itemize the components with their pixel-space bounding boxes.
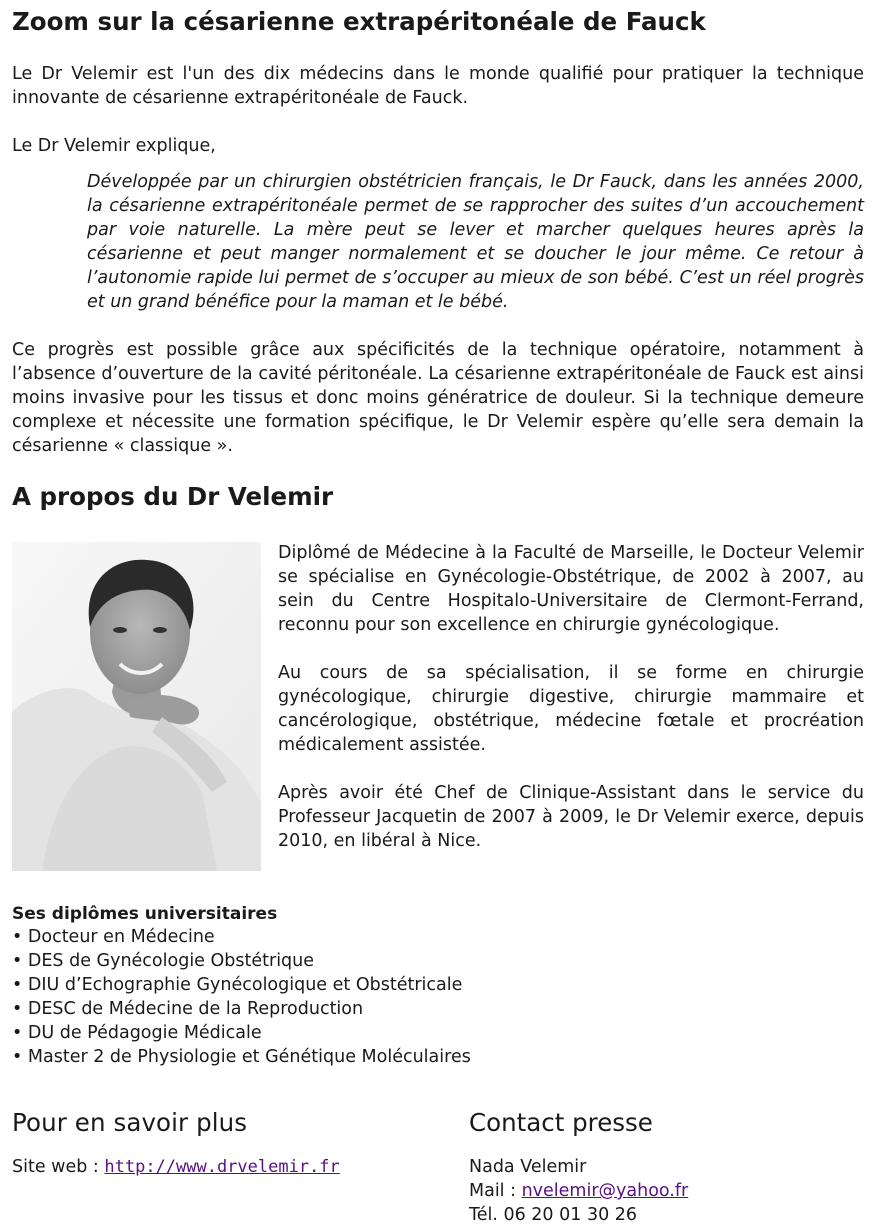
press-contact-block — [469, 1155, 688, 1227]
lead-sentence: Le Dr Velemir explique, — [12, 136, 216, 156]
doctor-portrait-photo — [12, 542, 261, 871]
diploma-item: • DU de Pédagogie Médicale — [12, 1021, 471, 1045]
article-title: Zoom sur la césarienne extrapéritonéale de Fauck — [12, 7, 706, 36]
contact-name: Nada Velemir — [469, 1157, 587, 1177]
diplomas-list — [12, 925, 471, 1069]
about-title: A propos du Dr Velemir — [12, 482, 334, 511]
diploma-item: • DESC de Médecine de la Reproduction — [12, 997, 471, 1021]
contact-mail-line — [469, 1179, 688, 1203]
doctor-biography — [278, 541, 864, 877]
diploma-item: • Master 2 de Physiologie et Génétique Moléculaires — [12, 1045, 471, 1069]
doctor-quote: Développée par un chirurgien obstétricien français, le Dr Fauck, dans les années 2000, la césarienne extrapéritonéale permet de se rapprocher des suites d’un accouchement par voie naturelle. La mère peut se lever et marcher quelques heures après la césarienne et peut manger normalement et se doucher le jour même. Ce retour à l’autonomie rapide lui permet de s’occuper au mieux de son bébé. C’est un réel progrès et un grand bénéfice pour la maman et le bébé. — [87, 172, 864, 312]
more-info-title: Pour en savoir plus — [12, 1108, 248, 1137]
diploma-item: • Docteur en Médecine — [12, 925, 471, 949]
bio-paragraph: Au cours de sa spécialisation, il se forme en chirurgie gynécologique, chirurgie digestive, chirurgie mammaire et cancérologique, obstétrique, médecine fœtale et procréation médicalement assistée. — [278, 663, 864, 755]
website-label: Site web : — [12, 1157, 105, 1177]
press-contact-title: Contact presse — [469, 1108, 653, 1137]
diploma-item: • DES de Gynécologie Obstétrique — [12, 949, 471, 973]
portrait-illustration — [12, 542, 261, 871]
diploma-item: • DIU d’Echographie Gynécologique et Obstétricale — [12, 973, 471, 997]
mail-link[interactable]: nvelemir@yahoo.fr — [521, 1181, 689, 1201]
contact-phone: Tél. 06 20 01 30 26 — [469, 1205, 638, 1225]
bio-paragraph: Après avoir été Chef de Clinique-Assistant dans le service du Professeur Jacquetin de 2007 à 2009, le Dr Velemir exerce, depuis 2010, en libéral à Nice. — [278, 783, 864, 851]
diplomas-title: Ses diplômes universitaires — [12, 904, 278, 924]
intro-paragraph: Le Dr Velemir est l'un des dix médecins dans le monde qualifié pour pratiquer la technique innovante de césarienne extrapéritonéale de Fauck. — [12, 64, 864, 108]
mail-label: Mail : — [469, 1181, 522, 1201]
website-link[interactable]: http://www.drvelemir.fr — [104, 1157, 340, 1177]
technique-paragraph: Ce progrès est possible grâce aux spécificités de la technique opératoire, notamment à l’absence d’ouverture de la cavité péritonéale. La césarienne extrapéritonéale de Fauck est ainsi moins invasive pour les tissus et donc moins génératrice de douleur. Si la technique demeure complexe et nécessite une formation spécifique, le Dr Velemir espère qu’elle sera demain la césarienne « classique ». — [12, 340, 864, 456]
website-line — [12, 1155, 340, 1179]
bio-paragraph: Diplômé de Médecine à la Faculté de Marseille, le Docteur Velemir se spécialise en Gynécologie-Obstétrique, de 2002 à 2007, au sein du Centre Hospitalo-Universitaire de Clermont-Ferrand, reconnu pour son excellence en chirurgie gynécologique. — [278, 543, 864, 635]
